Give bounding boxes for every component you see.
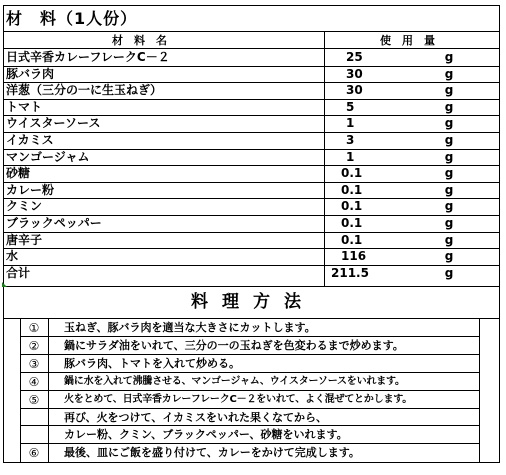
ingredient-row [0,215,506,232]
step-number: ⑥ [28,446,40,461]
ingredient-name: クミン [6,199,43,214]
ingredient-row [0,49,506,66]
step-number [24,426,44,444]
step-number: ① [28,321,40,335]
ingredient-row [0,149,506,166]
ingredient-unit: g [444,249,454,264]
ingredient-amount: 1 [346,149,355,164]
step-number: ⑤ [28,392,40,407]
step-table-vline [20,319,21,462]
ingredient-unit: g [444,83,454,98]
ingredient-name: トマト [6,99,43,114]
ingredient-unit: g [444,199,454,214]
ingredient-amount: 5 [346,99,355,114]
method-title: 料理方法 [191,292,315,312]
ingredient-row [0,265,506,282]
ingredient-amount: 0.1 [341,216,363,230]
step-text: 鍋に水を入れて沸騰させる、マンゴージャム、ウイスターソースをいれます。 [64,375,405,387]
ingredient-unit: g [444,182,454,197]
ingredient-name: 洋葱（三分の一に生玉ねぎ） [6,83,163,98]
ingredient-amount: 30 [346,83,363,98]
header-usage: 使 用 量 [380,34,435,47]
header-ingredient-name: 材 料 名 [112,34,167,47]
ingredient-unit: g [444,66,454,81]
ingredient-row [0,66,506,83]
step-table-vline [48,319,49,462]
step-number: ② [28,338,40,353]
ingredient-amount: 0.1 [341,199,363,214]
method-step [0,426,506,444]
ingredient-name: 合计 [6,265,31,280]
ingredient-amount: 25 [346,50,363,64]
step-number: ④ [28,374,40,389]
ingredient-row [0,115,506,132]
method-step [0,355,506,373]
step-text: 鍋にサラダ油をいれて、三分の一の玉ねぎを色変わるまで炒めます。 [64,338,404,352]
step-text: カレー粉、クミン、ブラックペッパー、砂糖をいれます。 [64,428,348,442]
border-top [3,5,499,6]
ingredient-name: ブラックペッパー [6,216,102,230]
ingredient-name: イカミス [6,133,54,147]
ingredient-name: カレー粉 [6,182,55,197]
ingredient-name: 豚バラ肉 [6,66,55,81]
method-step [0,391,506,409]
ingredient-unit: g [444,50,454,64]
ingredient-name: ウイスターソース [6,116,101,131]
ingredient-amount: 3 [346,133,355,147]
divider-title [3,31,499,32]
ingredient-row [0,82,506,99]
step-text: 最後、皿にご飯を盛り付けて、カレーをかけて完成します。 [64,446,360,460]
method-step [0,373,506,391]
ingredient-amount: 0.1 [341,232,363,247]
divider-ingredients-end [3,286,499,287]
step-text: 玉ねぎ、豚バラ肉を適当な大きさにカットします。 [64,321,316,334]
ingredient-unit: g [444,99,454,114]
method-step [0,337,506,355]
ingredient-unit: g [444,216,454,230]
ingredient-amount: 1 [346,116,355,131]
step-text: 再び、火をつけて、イカミスをいれた果くなてから、 [64,410,328,424]
cell-marker-icon [2,282,7,287]
ingredient-unit: g [444,133,454,147]
ingredient-name: マンゴージャム [6,149,90,164]
ingredient-unit: g [444,166,454,181]
step-number: ③ [28,356,40,371]
ingredient-unit: g [444,149,454,164]
ingredient-name: 水 [6,249,19,264]
ingredient-name: 砂糖 [6,166,31,181]
ingredient-row [0,198,506,215]
ingredient-row [0,132,506,149]
ingredient-row [0,248,506,265]
method-step [0,319,506,337]
ingredients-title: 材 料（1人份） [6,9,138,28]
ingredient-unit: g [444,232,454,247]
ingredient-row [0,232,506,249]
ingredient-row [0,182,506,199]
ingredient-name: 唐辛子 [6,232,43,247]
step-table-vline [479,319,480,462]
ingredient-amount: 0.1 [341,182,363,197]
ingredient-unit: g [444,116,454,131]
ingredient-amount: 116 [341,249,367,264]
ingredient-amount: 0.1 [341,166,363,181]
step-text: 火をとめて、日式辛香カレーフレークC－２をいれて、よく混ぜてとかします。 [64,393,413,405]
method-step [0,444,506,462]
step-number [24,409,44,427]
ingredient-row [0,165,506,182]
method-step [0,409,506,427]
ingredient-amount: 30 [346,66,363,81]
ingredient-name: 日式辛香カレーフレークC－２ [6,50,170,64]
ingredient-amount: 211.5 [331,265,369,280]
step-text: 豚バラ肉、トマトを入れて炒める。 [64,356,240,370]
ingredient-unit: g [444,265,454,280]
ingredient-row [0,99,506,116]
